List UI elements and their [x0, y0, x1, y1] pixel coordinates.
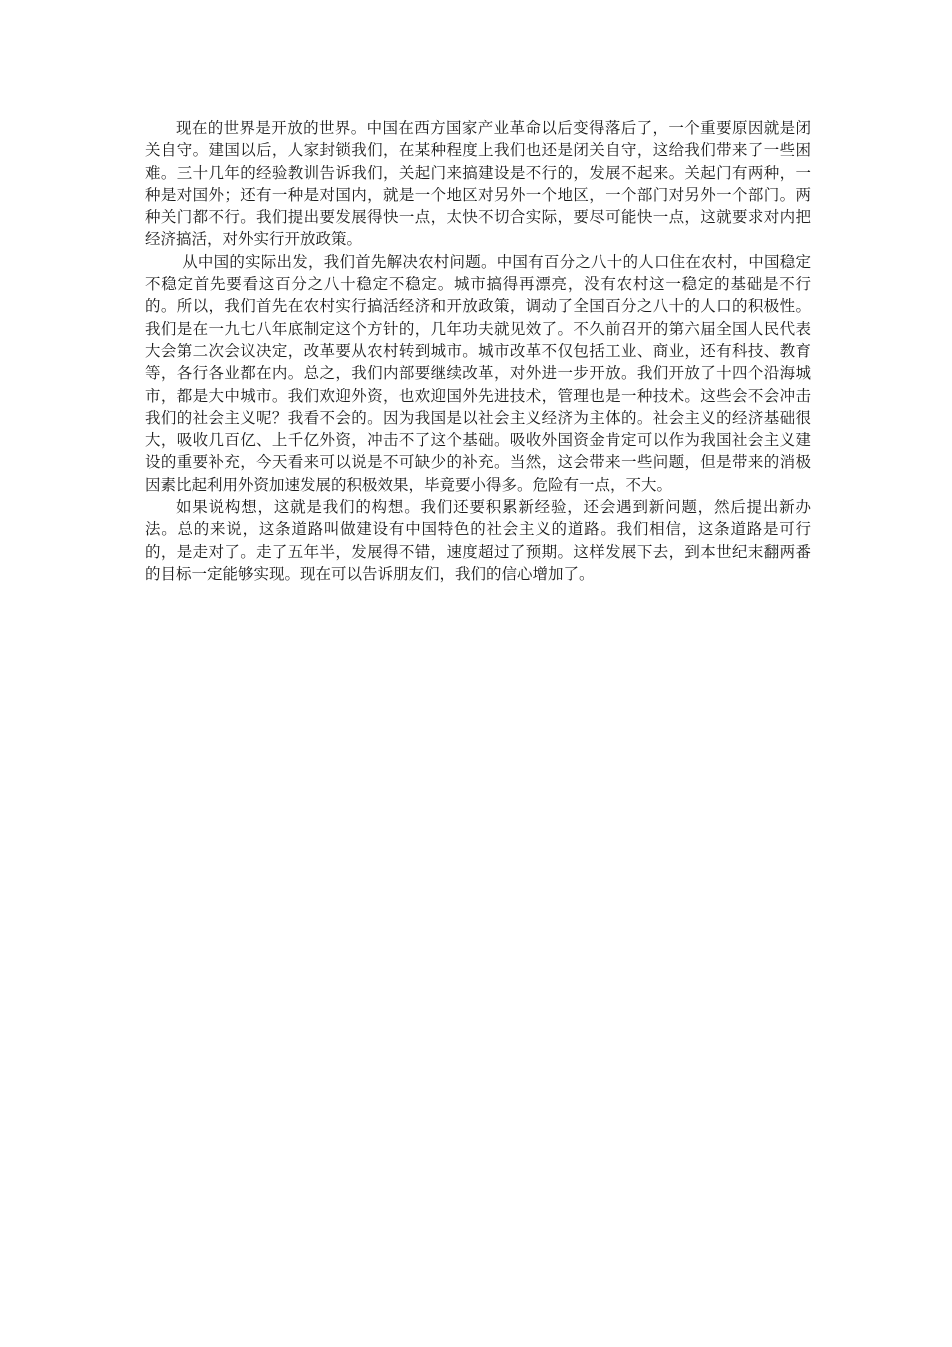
- paragraph-opening-up: 现在的世界是开放的世界。中国在西方国家产业革命以后变得落后了，一个重要原因就是闭关自守。建国以后，人家封锁我们，在某种程度上我们也还是闭关自守，这给我们带来了一些困难。三十几年的经验教训告诉我们，关起门来搞建设是不行的，发展不起来。关起门有两种，一种是对国外；还有一种是对国内，就是一个地区对另外一个地区，一个部门对另外一个部门。两种关门都不行。我们提出要发展得快一点，太快不切合实际，要尽可能快一点，这就要求对内把经济搞活，对外实行开放政策。: [145, 119, 811, 249]
- paragraph-rural-reform: 从中国的实际出发，我们首先解决农村问题。中国有百分之八十的人口住在农村，中国稳定不稳定首先要看这百分之八十稳定不稳定。城市搞得再漂亮，没有农村这一稳定的基础是不行的。所以，我们首先在农村实行搞活经济和开放政策，调动了全国百分之八十的人口的积极性。我们是在一九七八年底制定这个方针的，几年功夫就见效了。不久前召开的第六届全国人民代表大会第二次会议决定，改革要从农村转到城市。城市改革不仅包括工业、商业，还有科技、教育等，各行各业都在内。总之，我们内部要继续改革，对外进一步开放。我们开放了十四个沿海城市，都是大中城市。我们欢迎外资，也欢迎国外先进技术，管理也是一种技术。这些会不会冲击我们的社会主义呢？我看不会的。因为我国是以社会主义经济为主体的。社会主义的经济基础很大，吸收几百亿、上千亿外资，冲击不了这个基础。吸收外国资金肯定可以作为我国社会主义建设的重要补充，今天看来可以说是不可缺少的补充。当然，这会带来一些问题，但是带来的消极因素比起利用外资加速发展的积极效果，毕竟要小得多。危险有一点，不大。: [145, 252, 811, 494]
- body-text: [145, 117, 811, 585]
- paragraph-conception: 如果说构想，这就是我们的构想。我们还要积累新经验，还会遇到新问题，然后提出新办法。总的来说，这条道路叫做建设有中国特色的社会主义的道路。我们相信，这条道路是可行的，是走对了。走了五年半，发展得不错，速度超过了预期。这样发展下去，到本世纪末翻两番的目标一定能够实现。现在可以告诉朋友们，我们的信心增加了。: [145, 498, 811, 583]
